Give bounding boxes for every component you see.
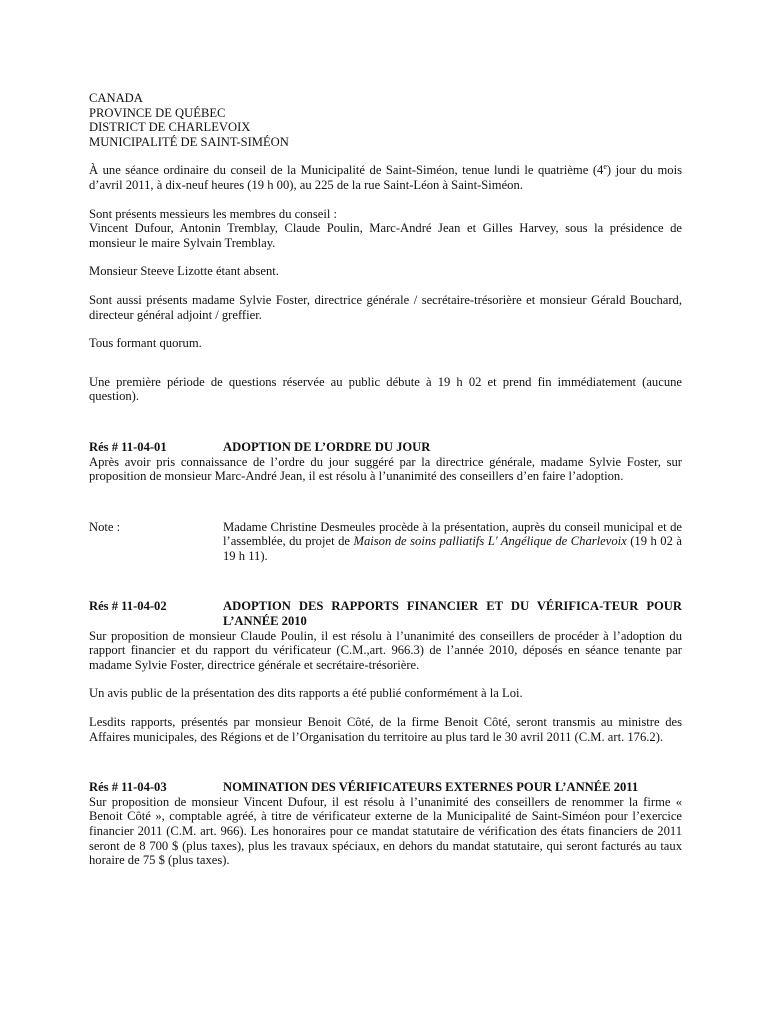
resolution-11-04-02 xyxy=(89,599,682,744)
public-notice-paragraph: Un avis public de la présentation des dits rapports a été publié conformément à la Loi. xyxy=(89,686,523,701)
header-province: PROVINCE DE QUÉBEC xyxy=(89,105,226,120)
resolution-number: Rés # 11-04-02 xyxy=(89,599,167,614)
document-header xyxy=(89,91,682,149)
resolution-11-04-03 xyxy=(89,780,682,868)
note-text-2: (19 h 02 à 19 h 11). xyxy=(223,534,682,563)
intro-text-2: ) jour du mois d’avril 2011, à dix-neuf heures (19 h 00), au 225 de la rue Saint-Léon à Saint-Siméon. xyxy=(89,163,682,192)
absent-paragraph: Monsieur Steeve Lizotte étant absent. xyxy=(89,264,279,279)
note-text-1: Madame Christine Desmeules procède à la présentation, auprès du conseil municipal et de l’assemblée, du projet de xyxy=(223,519,682,549)
members-paragraph xyxy=(89,207,682,251)
quorum-paragraph: Tous formant quorum. xyxy=(89,336,202,351)
note-label: Note : xyxy=(89,519,121,534)
note-block xyxy=(89,520,682,564)
intro-superscript: e xyxy=(603,162,607,172)
resolution-number: Rés # 11-04-01 xyxy=(89,439,167,454)
note-project-name: Maison de soins palliatifs L' Angélique de Charlevoix xyxy=(353,534,627,549)
resolution-text: Sur proposition de monsieur Vincent Dufour, il est résolu à l’unanimité des conseillers de renommer la firme « Benoit Côté », comptable agréé, à titre de vérificateur externe de la Municipalité de Saint-Siméon pour l’exercice financier 2011 (C.M. art. 966). Les honoraires pour ce mandat statutaire de vérification des états financiers de 2011 seront de 8 700 $ (plus taxes), plus les travaux spéciaux, en dehors du mandat statutaire, qui seront facturés au taux horaire de 75 $ (plus taxes). xyxy=(89,794,682,868)
transmission-paragraph: Lesdits rapports, présentés par monsieur Benoit Côté, de la firme Benoit Côté, seront transmis au ministre des Affaires municipales, des Régions et de l’Organisation du territoire au plus tard le 30 avril 2011 (C.M. art. 176.2). xyxy=(89,715,682,744)
intro-text-1: À une séance ordinaire du conseil de la Municipalité de Saint-Siméon, tenue lundi le quatrième (4 xyxy=(89,163,604,178)
header-municipality: MUNICIPALITÉ DE SAINT-SIMÉON xyxy=(89,134,289,149)
questions-paragraph: Une première période de questions réservée au public débute à 19 h 02 et prend fin immédiatement (aucune question). xyxy=(89,374,682,404)
minutes-content xyxy=(89,91,682,868)
resolution-title: NOMINATION DES VÉRIFICATEURS EXTERNES POUR L’ANNÉE 2011 xyxy=(223,780,639,795)
also-present-paragraph: Sont aussi présents madame Sylvie Foster, directrice générale / secrétaire-trésorière et monsieur Gérald Bouchard, directeur général adjoint / greffier. xyxy=(89,292,682,322)
members-title: Sont présents messieurs les membres du conseil : xyxy=(89,206,337,221)
resolution-number: Rés # 11-04-03 xyxy=(89,780,167,795)
resolution-heading xyxy=(89,780,682,795)
intro-paragraph xyxy=(89,163,682,192)
resolution-text: Sur proposition de monsieur Claude Poulin, il est résolu à l’unanimité des conseillers de procéder à l’adoption du rapport financier et du rapport du vérificateur (C.M.,art. 966.3) de l’année 2010, déposés en séance tenante par madame Sylvie Foster, directrice générale et secrétaire-trésorière. xyxy=(89,628,682,672)
header-country: CANADA xyxy=(89,91,143,105)
header-district: DISTRICT DE CHARLEVOIX xyxy=(89,120,251,135)
resolution-text: Après avoir pris connaissance de l’ordre du jour suggéré par la directrice générale, madame Sylvie Foster, sur proposition de monsieur Marc-André Jean, il est résolu à l’unanimité des conseillers d’en faire l’adoption. xyxy=(89,454,682,484)
resolution-heading xyxy=(89,440,682,455)
resolution-heading xyxy=(89,599,682,628)
members-list: Vincent Dufour, Antonin Tremblay, Claude Poulin, Marc-André Jean et Gilles Harvey, sous la présidence de monsieur le maire Sylvain Tremblay. xyxy=(89,221,682,250)
resolution-title: ADOPTION DE L’ORDRE DU JOUR xyxy=(223,439,431,454)
note-text xyxy=(223,520,682,564)
resolution-11-04-01 xyxy=(89,440,682,484)
resolution-title: ADOPTION DES RAPPORTS FINANCIER ET DU VÉRIFICA-TEUR POUR L’ANNÉE 2010 xyxy=(223,599,682,629)
